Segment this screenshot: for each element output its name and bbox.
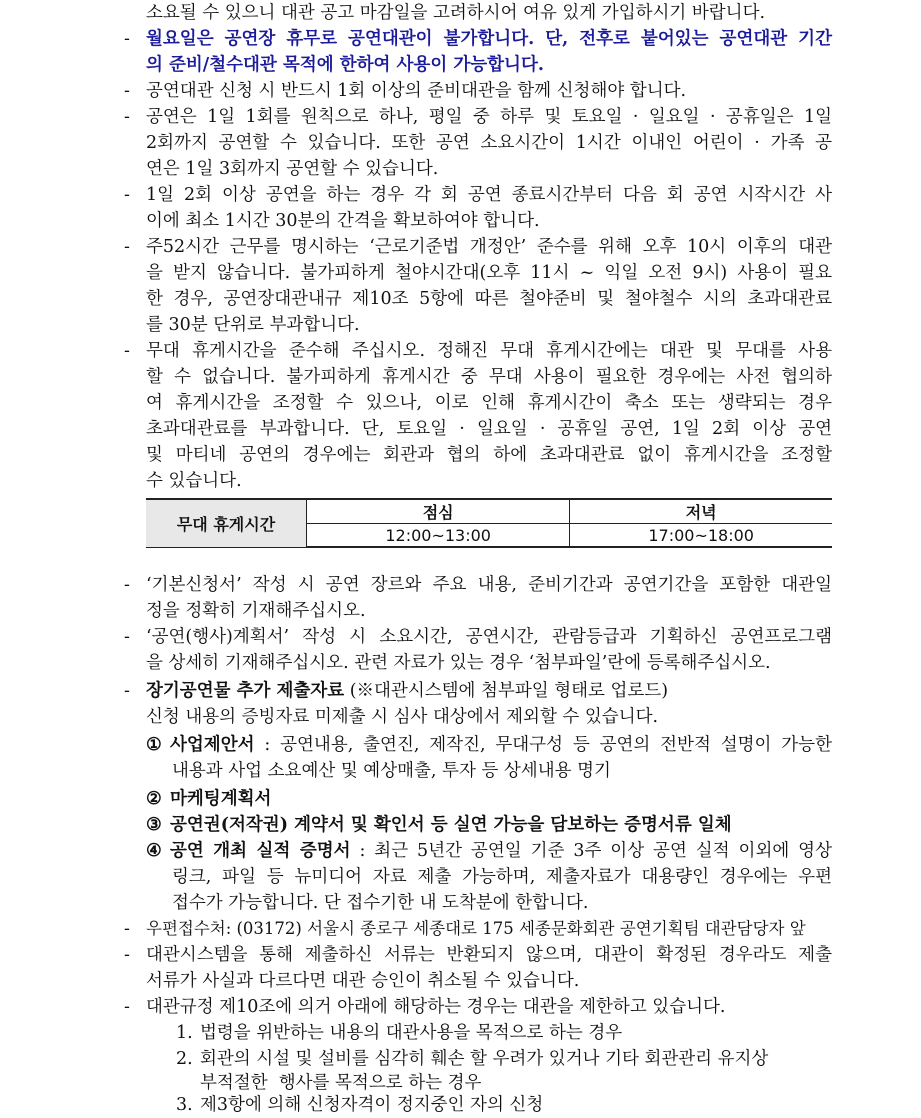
item-number: ③ — [146, 815, 162, 835]
line-text: 1일 2회 이상 공연을 하는 경우 각 회 공연 종료시간부터 다음 회 공연 시작시간 사 — [146, 185, 832, 205]
line-text: 소요될 수 있으니 대관 공고 마감일을 고려하시어 여유 있게 가입하시기 바랍니다. — [146, 3, 766, 23]
item-number: 1. — [176, 1023, 193, 1043]
bullet-dash: - — [124, 81, 130, 101]
bullet-dash: - — [124, 945, 130, 965]
rest-table-lunch-head: 점심 — [307, 499, 570, 524]
line-text: 접수가 가능합니다. 단 접수기한 내 도착분에 한합니다. — [172, 893, 589, 913]
line-text: ‘기본신청서’ 작성 시 공연 장르와 주요 내용, 준비기간과 공연기간을 포함한 대관일 — [146, 575, 832, 595]
line-text: 을 상세히 기재해주십시오. 관련 자료가 있는 경우 ‘첨부파일’란에 등록해주십시오. — [146, 653, 771, 673]
rest-table-dinner-value: 17:00~18:00 — [570, 524, 832, 548]
item-number: ④ — [146, 841, 162, 861]
line-text: 수 있습니다. — [146, 471, 242, 491]
rest-time-table — [146, 498, 832, 548]
line-text: 대관시스템을 통해 제출하신 서류는 반환되지 않으며, 대관이 확정된 경우라도 제출 — [146, 945, 832, 965]
line-text: 할 수 없습니다. 불가피하게 휴게시간 중 무대 사용이 필요한 경우에는 사전 협의하 — [146, 367, 832, 387]
line-text: 한 경우, 공연장대관내규 제10조 5항에 따른 철야준비 및 철야철수 시의 초과대관료 — [146, 289, 832, 309]
item-number: 2. — [176, 1049, 193, 1069]
line-text: 무대 휴게시간을 준수해 주십시오. 정해진 무대 휴게시간에는 대관 및 무대를 사용 — [146, 341, 832, 361]
line-text: 사업제안서 : 공연내용, 출연진, 제작진, 무대구성 등 공연의 전반적 설명이 가능한 — [170, 735, 832, 755]
line-text: 공연은 1일 1회를 원칙으로 하나, 평일 중 하루 및 토요일 · 일요일 · 공휴일은 1일 — [146, 107, 832, 127]
line-text: 주52시간 근무를 명시하는 ‘근로기준법 개정안’ 준수를 위해 오후 10시 이후의 대관 — [146, 237, 832, 257]
line-text: 대관규정 제10조에 의거 아래에 해당하는 경우는 대관을 제한하고 있습니다. — [146, 997, 726, 1017]
line-text: 제3항에 의해 신청자격이 정지중인 자의 신청 — [200, 1095, 544, 1115]
bullet-dash: - — [124, 341, 130, 361]
rest-table-lunch-value: 12:00~13:00 — [307, 524, 570, 548]
item-number: 3. — [176, 1095, 193, 1115]
line-text: 법령을 위반하는 내용의 대관사용을 목적으로 하는 경우 — [200, 1023, 623, 1043]
rest-table-label: 무대 휴게시간 — [146, 499, 307, 547]
line-text: 월요일은 공연장 휴무로 공연대관이 불가합니다. 단, 전후로 붙어있는 공연대관 기간 — [146, 29, 832, 49]
rest-table-dinner-head: 저녁 — [570, 499, 832, 524]
line-text: 서류가 사실과 다르다면 대관 승인이 취소될 수 있습니다. — [146, 971, 580, 991]
line-text: 공연 개최 실적 증명서 : 최근 5년간 공연일 기준 3주 이상 공연 실적 이외에 영상 — [170, 841, 832, 861]
item-number: ② — [146, 789, 162, 809]
line-text: 부적절한 행사를 목적으로 하는 경우 — [200, 1073, 482, 1093]
line-text: 장기공연물 추가 제출자료 (※대관시스템에 첨부파일 형태로 업로드) — [146, 681, 669, 701]
line-text: 공연권(저작권) 계약서 및 확인서 등 실연 가능을 담보하는 증명서류 일체 — [170, 815, 732, 835]
line-text: 여 휴게시간을 조정할 수 있으나, 이로 인해 휴게시간이 축소 또는 생략되는 경우 — [146, 393, 832, 413]
bullet-dash: - — [124, 627, 130, 647]
line-text: 의 준비/철수대관 목적에 한하여 사용이 가능합니다. — [146, 55, 544, 75]
line-text: 를 30분 단위로 부과합니다. — [146, 315, 360, 335]
line-text: 우편접수처: (03172) 서울시 종로구 세종대로 175 세종문화회관 공연기획팀 대관담당자 앞 — [146, 919, 806, 938]
item-number: ① — [146, 735, 162, 755]
line-text: 공연대관 신청 시 반드시 1회 이상의 준비대관을 함께 신청해야 합니다. — [146, 81, 687, 101]
bullet-dash: - — [124, 681, 130, 701]
bullet-dash: - — [124, 29, 130, 49]
line-text: 초과대관료를 부과합니다. 단, 토요일 · 일요일 · 공휴일 공연, 1일 2회 이상 공연 — [146, 419, 832, 439]
line-text: 및 마티네 공연의 경우에는 회관과 협의 하에 초과대관료 없이 휴게시간을 조정할 — [146, 445, 832, 465]
line-text: 2회까지 공연할 수 있습니다. 또한 공연 소요시간이 1시간 이내인 어린이 · 가족 공 — [146, 133, 832, 153]
line-text: 내용과 사업 소요예산 및 예상매출, 투자 등 상세내용 명기 — [172, 761, 611, 781]
bullet-dash: - — [124, 575, 130, 595]
bullet-dash: - — [124, 919, 130, 939]
bullet-dash: - — [124, 107, 130, 127]
line-text: 연은 1일 3회까지 공연할 수 있습니다. — [146, 159, 439, 179]
line-text: 신청 내용의 증빙자료 미제출 시 심사 대상에서 제외할 수 있습니다. — [146, 707, 659, 727]
bullet-dash: - — [124, 997, 130, 1017]
bullet-dash: - — [124, 237, 130, 257]
line-text: ‘공연(행사)계획서’ 작성 시 소요시간, 공연시간, 관람등급과 기획하신 공연프로그램 — [146, 627, 832, 647]
line-text: 마케팅계획서 — [170, 789, 272, 809]
line-text: 회관의 시설 및 설비를 심각히 훼손 할 우려가 있거나 기타 회관관리 유지상 — [200, 1049, 769, 1069]
line-text: 이에 최소 1시간 30분의 간격을 확보하여야 합니다. — [146, 211, 540, 231]
line-text: 정을 정확히 기재해주십시오. — [146, 601, 366, 621]
line-text: 링크, 파일 등 뉴미디어 자료 제출 가능하며, 제출자료가 대용량인 경우에는 우편 — [172, 867, 832, 887]
bullet-dash: - — [124, 185, 130, 205]
line-text: 을 받지 않습니다. 불가피하게 철야시간대(오후 11시 ~ 익일 오전 9시) 사용이 필요 — [146, 263, 832, 283]
